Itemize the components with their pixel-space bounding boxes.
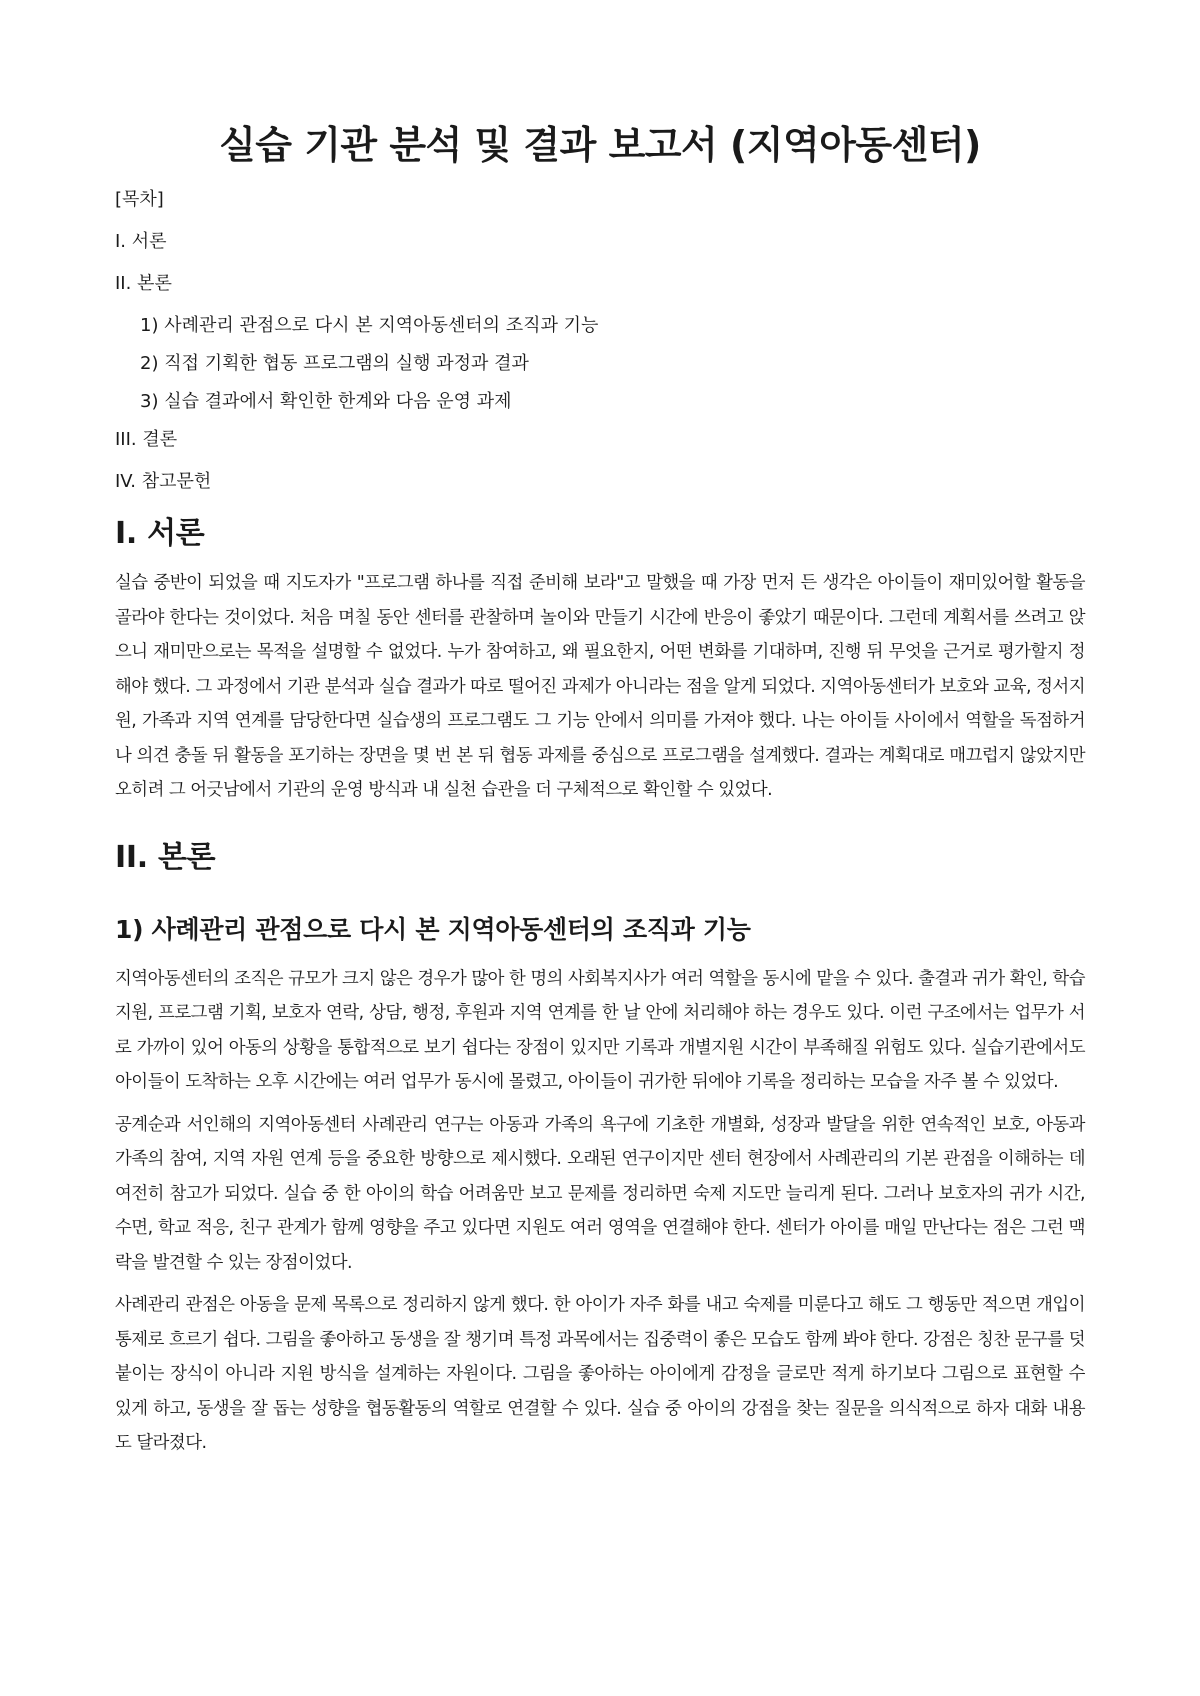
section-heading-body: II. 본론 — [115, 839, 216, 875]
toc-item-references: IV. 참고문헌 — [115, 471, 212, 492]
subsection-1-paragraph: 사례관리 관점은 아동을 문제 목록으로 정리하지 않게 했다. 한 아이가 자주 화를 내고 숙제를 미룬다고 해도 그 행동만 적으면 개입이 통제로 흐르기 쉽다. 그림을 좋아하고 동생을 잘 챙기며 특정 과목에서는 집중력이 좋은 모습도 함께 봐야 한다. 강점은 칭찬 문구를 덧붙이는 장식이 아니라 지원 방식을 설계하는 자원이다. 그림을 좋아하는 아이에게 감정을 글로만 적게 하기보다 그림으로 표현할 수 있게 하고, 동생을 잘 돕는 성향을 협동활동의 역할로 연결할 수 있다. 실습 중 아이의 강점을 찾는 질문을 의식적으로 하자 대화 내용도 달라졌다. — [115, 1295, 1085, 1453]
toc-item-body-2: 2) 직접 기획한 협동 프로그램의 실행 과정과 결과 — [140, 353, 529, 374]
intro-paragraph: 실습 중반이 되었을 때 지도자가 "프로그램 하나를 직접 준비해 보라"고 말했을 때 가장 먼저 든 생각은 아이들이 재미있어할 활동을 골라야 한다는 것이었다. 처음 며칠 동안 센터를 관찰하며 놀이와 만들기 시간에 반응이 좋았기 때문이다. 그런데 계획서를 쓰려고 앉으니 재미만으로는 목적을 설명할 수 없었다. 누가 참여하고, 왜 필요한지, 어떤 변화를 기대하며, 진행 뒤 무엇을 근거로 평가할지 정해야 했다. 그 과정에서 기관 분석과 실습 결과가 따로 떨어진 과제가 아니라는 점을 알게 되었다. 지역아동센터가 보호와 교육, 정서지원, 가족과 지역 연계를 담당한다면 실습생의 프로그램도 그 기능 안에서 의미를 가져야 했다. 나는 아이들 사이에서 역할을 독점하거나 의견 충돌 뒤 활동을 포기하는 장면을 몇 번 본 뒤 협동 과제를 중심으로 프로그램을 설계했다. 결과는 계획대로 매끄럽지 않았지만 오히려 그 어긋남에서 기관의 운영 방식과 내 실천 습관을 더 구체적으로 확인할 수 있었다. — [115, 573, 1085, 800]
table-of-contents — [115, 188, 1085, 494]
subsection-1-paragraph: 지역아동센터의 조직은 규모가 크지 않은 경우가 많아 한 명의 사회복지사가 여러 역할을 동시에 맡을 수 있다. 출결과 귀가 확인, 학습지원, 프로그램 기획, 보호자 연락, 상담, 행정, 후원과 지역 연계를 한 날 안에 처리해야 하는 경우도 있다. 이런 구조에서는 업무가 서로 가까이 있어 아동의 상황을 통합적으로 보기 쉽다는 장점이 있지만 기록과 개별지원 시간이 부족해질 위험도 있다. 실습기관에서도 아이들이 도착하는 오후 시간에는 여러 업무가 동시에 몰렸고, 아이들이 귀가한 뒤에야 기록을 정리하는 모습을 자주 볼 수 있었다. — [115, 968, 1085, 1092]
subsection-heading-1: 1) 사례관리 관점으로 다시 본 지역아동센터의 조직과 기능 — [115, 914, 751, 944]
document-title: 실습 기관 분석 및 결과 보고서 (지역아동센터) — [219, 123, 981, 167]
toc-item-conclusion: III. 결론 — [115, 429, 178, 450]
toc-item-body: II. 본론 — [115, 273, 172, 294]
toc-heading: [목차] — [115, 189, 164, 210]
toc-item-body-3: 3) 실습 결과에서 확인한 한계와 다음 운영 과제 — [140, 391, 512, 412]
toc-item-body-1: 1) 사례관리 관점으로 다시 본 지역아동센터의 조직과 기능 — [140, 315, 599, 336]
section-heading-intro: I. 서론 — [115, 516, 205, 551]
subsection-1-paragraph: 공계순과 서인해의 지역아동센터 사례관리 연구는 아동과 가족의 욕구에 기초한 개별화, 성장과 발달을 위한 연속적인 보호, 아동과 가족의 참여, 지역 자원 연계 등을 중요한 방향으로 제시했다. 오래된 연구이지만 센터 현장에서 사례관리의 기본 관점을 이해하는 데 여전히 참고가 되었다. 실습 중 한 아이의 학습 어려움만 보고 문제를 정리하면 숙제 지도만 늘리게 된다. 그러나 보호자의 귀가 시간, 수면, 학교 적응, 친구 관계가 함께 영향을 주고 있다면 지원도 여러 영역을 연결해야 한다. 센터가 아이를 매일 만난다는 점은 그런 맥락을 발견할 수 있는 장점이었다. — [115, 1114, 1085, 1273]
toc-item-intro: I. 서론 — [115, 231, 167, 252]
